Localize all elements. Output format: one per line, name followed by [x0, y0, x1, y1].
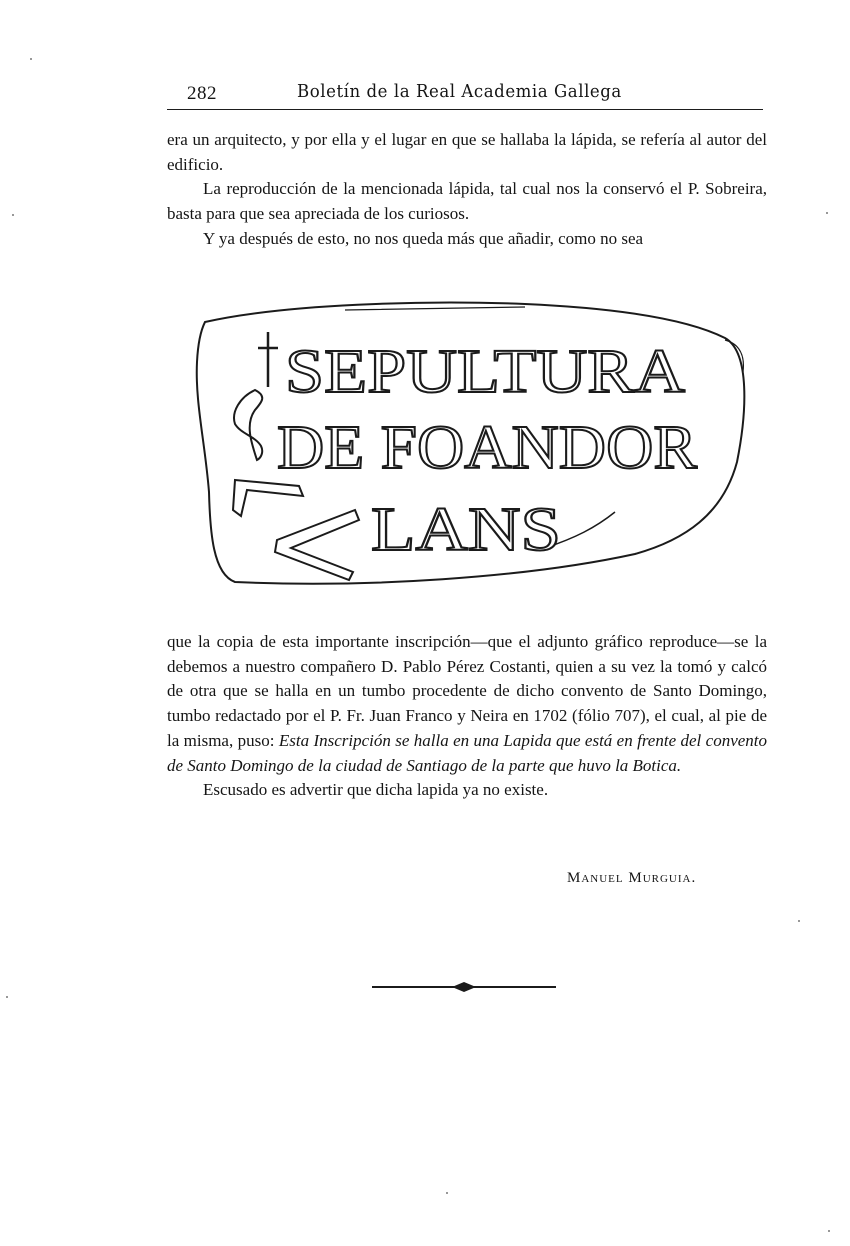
paper-speck	[828, 1230, 830, 1232]
carved-hook-shape	[234, 390, 262, 460]
paper-speck	[826, 212, 828, 214]
paper-speck	[446, 1192, 448, 1194]
paragraph-continuation: era un arquitecto, y por ella y el lugar en que se hallaba la lápida, se refería al autor del edificio.	[167, 130, 767, 174]
paper-speck	[798, 920, 800, 922]
paper-speck	[12, 214, 14, 216]
journal-title: Boletín de la Real Academia Gallega	[297, 81, 622, 102]
inscription-note-quote: Esta Inscripción se halla en una Lapida que está en frente del convento de Santo Domingo de la ciudad de Santiago de la parte que huvo la Botica.	[167, 730, 768, 775]
paragraph-transition: Y ya después de esto, no nos queda más que añadir, como no sea	[203, 228, 644, 248]
end-ornament	[370, 977, 558, 997]
page-number: 282	[187, 83, 217, 104]
bottom-text-block	[167, 630, 767, 803]
inscription-figure	[165, 292, 765, 592]
paper-speck	[6, 996, 8, 998]
running-header	[167, 77, 763, 110]
inscription-line-3: LANS	[371, 496, 561, 564]
paragraph-source	[167, 630, 767, 778]
paragraph-reproduction: La reproducción de la mencionada lápida, tal cual nos la conservó el P. Sobreira, basta para que sea apreciada de los curiosos.	[167, 179, 767, 224]
carved-bar-shape	[233, 480, 303, 516]
inscription-line-1: SEPULTURA	[285, 338, 686, 406]
paper-speck	[30, 58, 32, 60]
paragraph-source-text: que la copia de esta importante inscripción—que el adjunto gráfico reproduce—se la debemos a nuestro compañero D. Pablo Pérez Costanti, quien a su vez la tomó y calcó de otra que se halla en un tumbo procedente de dicho convento de Santo Domingo, tumbo redactado por el P. Fr. Juan Franco y Neira en 1702 (fólio 707), el cual, al pie de la misma, puso:	[167, 632, 767, 750]
inscription-line-2: DE FOANDOR	[277, 414, 698, 482]
author-signature: Manuel Murguia.	[567, 870, 697, 886]
carved-saltire-shape	[275, 510, 359, 580]
cross-mark	[258, 332, 278, 387]
top-text-block	[167, 128, 767, 252]
paragraph-closing: Escusado es advertir que dicha lapida ya no existe.	[203, 780, 549, 800]
